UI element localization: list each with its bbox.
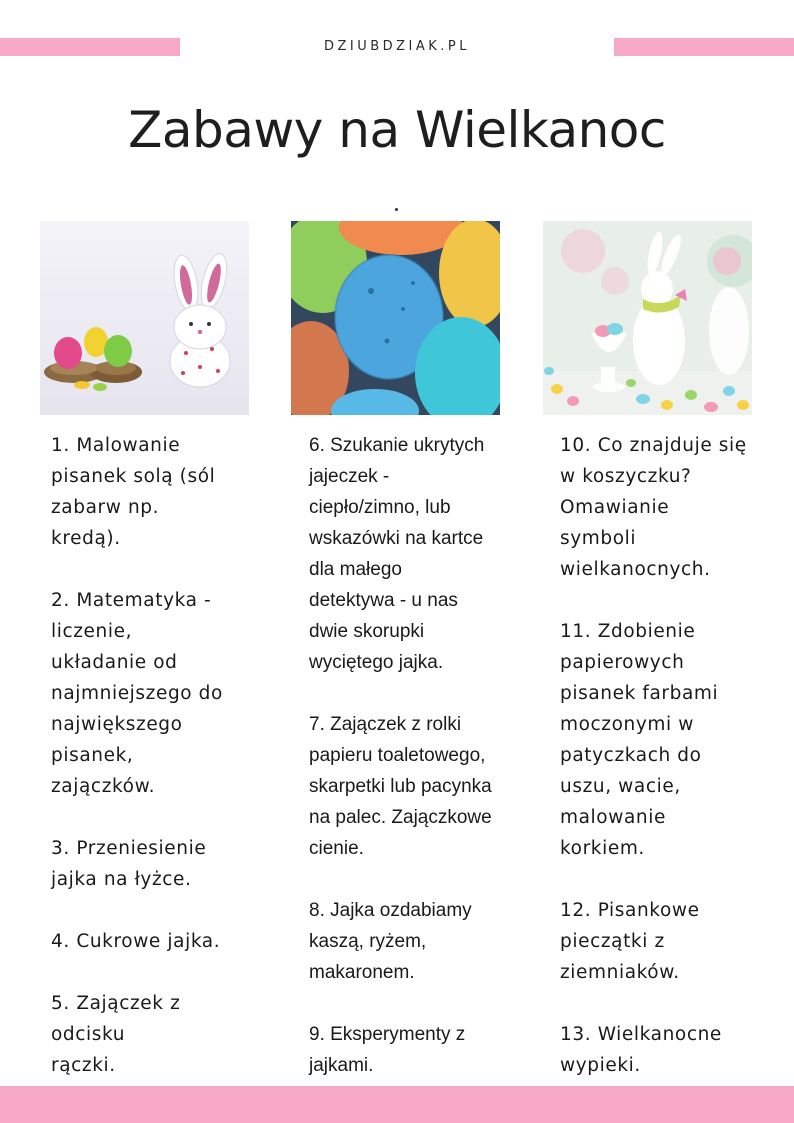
activity-line: patyczkach do: [560, 745, 702, 766]
activity-line: 11. Zdobienie: [560, 621, 696, 642]
activity-line: dla małego: [309, 559, 402, 580]
activity-line: Omawianie: [560, 497, 670, 518]
activities-column-1: [51, 430, 266, 1081]
activity-item: [51, 988, 266, 1081]
activity-line: największego: [51, 714, 183, 735]
activity-item: [560, 430, 785, 585]
activity-line: 9. Eksperymenty z: [309, 1024, 466, 1045]
activity-item: [309, 895, 534, 988]
activity-line: 2. Matematyka -: [51, 590, 212, 611]
activity-line: najmniejszego do: [51, 683, 223, 704]
activity-item: [309, 430, 534, 678]
activity-line: makaronem.: [309, 962, 415, 983]
activity-line: korkiem.: [560, 838, 645, 859]
activity-line: wypieki.: [560, 1055, 641, 1076]
activity-item: [309, 709, 534, 864]
activity-line: jajeczek -: [309, 466, 390, 487]
activity-line: układanie od: [51, 652, 178, 673]
page-title: Zabawy na Wielkanoc: [128, 101, 666, 159]
activity-line: liczenie,: [51, 621, 133, 642]
activity-line: na palec. Zajączkowe: [309, 807, 492, 828]
activity-line: moczonymi w: [560, 714, 694, 735]
activity-line: dwie skorupki: [309, 621, 425, 642]
colorful-eggs-photo: [291, 221, 500, 415]
activity-item: [560, 616, 785, 864]
activity-line: zabarw np.: [51, 497, 160, 518]
activity-line: odcisku: [51, 1024, 126, 1045]
activity-item: [51, 585, 266, 802]
activity-line: 10. Co znajduje się: [560, 435, 747, 456]
activity-item: [309, 1019, 534, 1081]
activity-line: zajączków.: [51, 776, 156, 797]
activity-line: 4. Cukrowe jajka.: [51, 931, 221, 952]
activity-line: skarpetki lub pacynka: [309, 776, 492, 797]
activities-column-3: [560, 430, 785, 1081]
activity-line: jajka na łyżce.: [51, 869, 192, 890]
activity-line: detektywa - u nas: [309, 590, 458, 611]
activity-item: [51, 430, 266, 554]
activity-item: [51, 926, 266, 957]
activity-line: ziemniaków.: [560, 962, 680, 983]
activity-line: 6. Szukanie ukrytych: [309, 435, 485, 456]
activity-line: cienie.: [309, 838, 364, 859]
activity-line: 1. Malowanie: [51, 435, 181, 456]
activity-line: symboli: [560, 528, 637, 549]
activity-line: ciepło/zimno, lub: [309, 497, 451, 518]
activity-item: [560, 895, 785, 988]
activity-line: wielkanocnych.: [560, 559, 711, 580]
bottom-decor-bar: [0, 1086, 794, 1123]
activity-line: wyciętego jajka.: [309, 652, 444, 673]
activity-line: pisanek farbami: [560, 683, 719, 704]
bunny-figurine-photo: [543, 221, 752, 415]
activity-item: [51, 833, 266, 895]
activity-line: w koszyczku?: [560, 466, 692, 487]
divider-dot: [395, 208, 398, 211]
activity-line: uszu, wacie,: [560, 776, 681, 797]
activity-line: malowanie: [560, 807, 666, 828]
activity-line: wskazówki na kartce: [309, 528, 484, 549]
activity-line: pieczątki z: [560, 931, 665, 952]
activity-line: rączki.: [51, 1055, 116, 1076]
activity-line: papieru toaletowego,: [309, 745, 486, 766]
activity-line: 3. Przeniesienie: [51, 838, 207, 859]
activity-line: pisanek,: [51, 745, 134, 766]
activity-line: kredą).: [51, 528, 121, 549]
activity-line: kaszą, ryżem,: [309, 931, 427, 952]
activity-line: 7. Zajączek z rolki: [309, 714, 462, 735]
activity-line: pisanek solą (sól: [51, 466, 216, 487]
activity-line: 5. Zajączek z: [51, 993, 181, 1014]
bunny-and-easter-eggs-photo: [40, 221, 249, 415]
activity-line: papierowych: [560, 652, 685, 673]
activity-line: jajkami.: [309, 1055, 374, 1076]
activities-column-2: [309, 430, 534, 1081]
activity-line: 12. Pisankowe: [560, 900, 700, 921]
activity-line: 13. Wielkanocne: [560, 1024, 722, 1045]
activity-item: [560, 1019, 785, 1081]
site-name: DZIUBDZIAK.PL: [323, 39, 471, 54]
activity-line: 8. Jajka ozdabiamy: [309, 900, 472, 921]
